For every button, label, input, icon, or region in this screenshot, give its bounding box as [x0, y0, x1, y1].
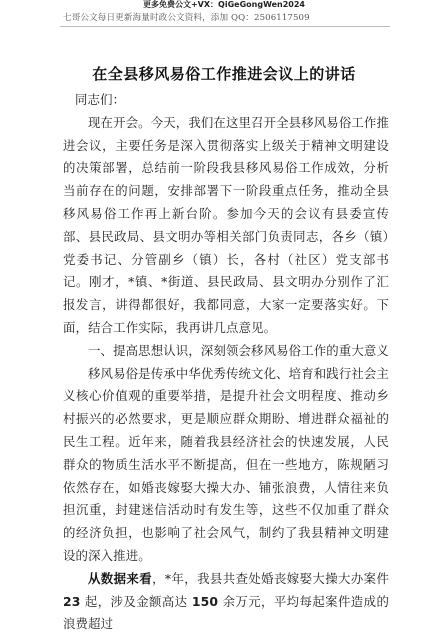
- data-text-part-1: ，*年，我县共查处婚丧嫁娶大操大办案件: [152, 570, 390, 586]
- data-text-part-2: 起，涉及金额高达: [80, 593, 192, 609]
- amount-value: 150: [191, 593, 219, 609]
- data-lead-phrase: 从数据来看: [88, 570, 153, 586]
- section-heading-1: 一、提高思想认识，深刻领会移风易俗工作的重大意义: [88, 342, 389, 358]
- paragraph-opening: 现在开会。今天，我们在这里召开全县移风易俗工作推进会议，主要任务是深入贯彻落实上级关于精神文明建设的决策部署，总结前一阶段我县移风易俗工作成效，分析当前存在的问题，安排部署下一阶段重点任务，推动全县移风易俗工作再上新台阶。参加今天的会议有县委宣传部、县民政局、县文明办等相关部门负责同志，各乡（镇）党委书记、分管副乡（镇）长，各村（社区）党支部书记。刚才，*镇、*街道、县民政局、县文明办分别作了汇报发言，讲得都很好，我都同意，大家一定要落实好。下面，结合工作实际，我再讲几点意见。: [63, 114, 389, 335]
- paragraph-significance: 移风易俗是传承中华优秀传统文化、培育和践行社会主义核心价值观的重要举措，是提升社会文明程度、推动乡村振兴的必然要求，更是顺应群众期盼、增进群众福祉的民生工程。近年来，随着我县经济社会的快速发展，人民群众的物质生活水平不断提高，但在一些地方，陈规陋习依然存在，如婚丧嫁娶大操大办、铺张浪费，人情往来负担沉重，封建迷信活动时有发生等，这些不仅加重了群众的经济负担，也影响了社会风气，制约了我县精神文明建设的深入推进。: [63, 365, 389, 563]
- document-title: 在全县移风易俗工作推进会议上的讲话: [92, 65, 356, 83]
- case-count: 23: [63, 593, 81, 609]
- promo-banner: 更多免费公文+VX：QiGeGongWen2024: [142, 0, 305, 9]
- data-text-part-3: 余万元，平均每起案件造成的浪费超过: [63, 593, 389, 632]
- document-body: [63, 89, 389, 636]
- greeting: 同志们：: [75, 92, 126, 107]
- header-divider: [60, 26, 390, 27]
- header-note: 七哥公文每日更新海量时政公文资料，添加 QQ：2506117509: [63, 13, 310, 23]
- paragraph-data: [63, 568, 389, 636]
